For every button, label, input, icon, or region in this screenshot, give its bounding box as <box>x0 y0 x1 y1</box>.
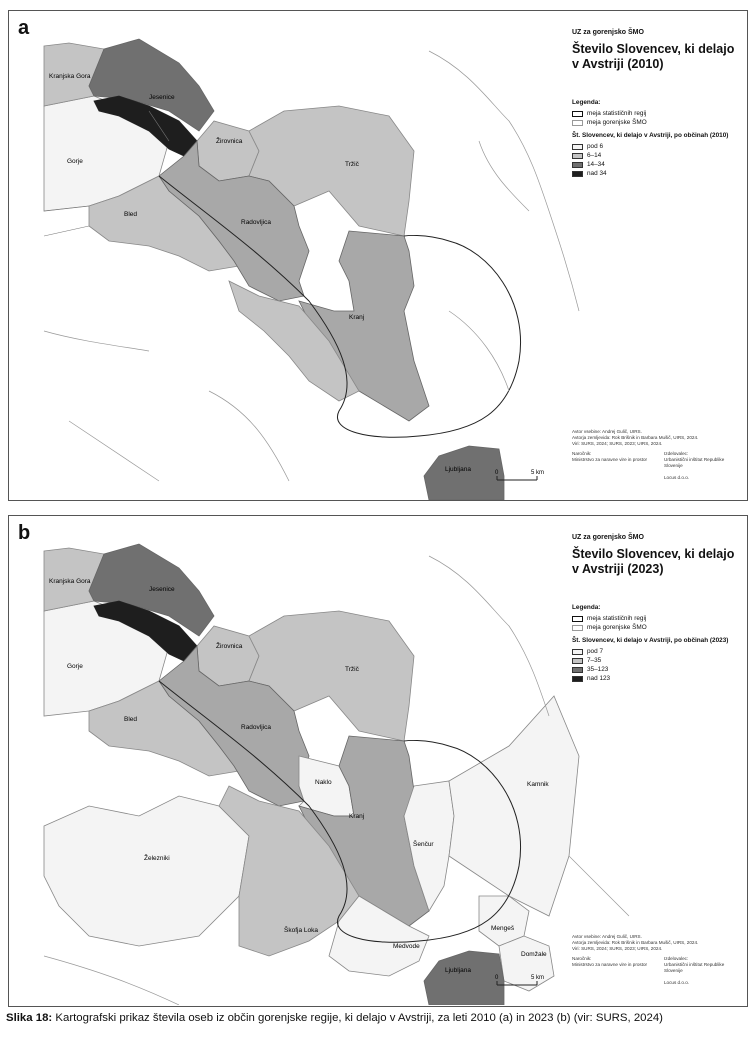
legend-swatch <box>572 667 583 673</box>
region-ljubljana <box>424 951 504 1005</box>
credits <box>572 934 742 952</box>
legend-row-class-1 <box>572 142 742 151</box>
legend-swatch <box>572 171 583 177</box>
region-ljubljana <box>424 446 504 500</box>
label-kranjska-gora: Kranjska Gora <box>49 73 91 80</box>
label-menges: Mengeš <box>491 925 515 932</box>
label-jesenice: Jesenice <box>149 94 175 101</box>
maker-block <box>664 451 744 481</box>
credit-sources: Viri: SURS, 2024; SURS, 2023; UIRS, 2024. <box>572 946 663 951</box>
legend-swatch <box>572 144 583 150</box>
series-label: UZ za gorenjsko ŠMO <box>572 534 644 541</box>
legend-label: meja statističnih regij <box>587 110 647 117</box>
label-jesenice: Jesenice <box>149 586 175 593</box>
figure-caption <box>6 1012 751 1024</box>
legend-label: 7–35 <box>587 657 602 664</box>
legend-swatch <box>572 616 583 622</box>
legend-heading: Legenda: <box>572 604 601 611</box>
label-ljubljana: Ljubljana <box>445 466 472 473</box>
maker-label: Izdelovalec: <box>664 956 689 961</box>
legend-label: 14–34 <box>587 161 605 168</box>
credit-author: Avtor vsebine: Andrej Gulič, UIRS. <box>572 429 642 434</box>
legend <box>572 99 742 178</box>
legend-label: meja statističnih regij <box>587 615 647 622</box>
maker-name: Urbanistični inštitut Republike Slovenije <box>664 457 725 468</box>
label-medvode: Medvode <box>393 943 420 950</box>
maker-label: Izdelovalec: <box>664 451 689 456</box>
legend-swatch <box>572 162 583 168</box>
label-ljubljana: Ljubljana <box>445 967 472 974</box>
legend-label: nad 34 <box>587 170 607 177</box>
region-domzale <box>499 936 554 991</box>
label-radovljica: Radovljica <box>241 724 271 731</box>
legend-swatch <box>572 625 583 631</box>
legend-swatch <box>572 120 583 126</box>
legend-row-stat-region <box>572 614 742 623</box>
scalebar-end: 5 km <box>531 470 545 476</box>
legend-row-class-3 <box>572 665 742 674</box>
maker-name: Urbanistični inštitut Republike Slovenije <box>664 962 725 973</box>
label-zirovnica: Žirovnica <box>216 643 243 650</box>
map-panel-a <box>8 10 748 501</box>
map-title: Število Slovencev, ki delajo v Avstriji (2010) <box>572 42 735 71</box>
label-trzic: Tržič <box>345 161 359 168</box>
label-kranj: Kranj <box>349 314 365 321</box>
map-header <box>572 534 742 577</box>
label-skofja-loka: Škofja Loka <box>284 927 318 934</box>
label-zelezniki: Železniki <box>144 855 170 862</box>
credit-cartography: Avtorja zemljevida: Rok Brišnik in Barbara Mušič, UIRS, 2024. <box>572 435 699 440</box>
credits <box>572 429 742 447</box>
series-label: UZ za gorenjsko ŠMO <box>572 29 644 36</box>
label-bled: Bled <box>124 211 138 218</box>
credit-author: Avtor vsebine: Andrej Gulič, UIRS. <box>572 934 642 939</box>
legend-row-class-2 <box>572 656 742 665</box>
legend-row-smo <box>572 118 742 127</box>
label-gorje: Gorje <box>67 663 83 670</box>
label-kranjska-gora: Kranjska Gora <box>49 578 91 585</box>
legend-row-class-3 <box>572 160 742 169</box>
label-sencur: Šenčur <box>413 841 434 848</box>
legend-class-heading: Št. Slovencev, ki delajo v Avstriji, po občinah (2023) <box>572 637 729 644</box>
legend-class-heading: Št. Slovencev, ki delajo v Avstriji, po občinah (2010) <box>572 132 729 139</box>
legend-label: 6–14 <box>587 152 602 159</box>
credit-sources: Viri: SURS, 2024; SURS, 2023; UIRS, 2024. <box>572 441 663 446</box>
label-domzale: Domžale <box>521 951 547 958</box>
caption-label: Slika 18: <box>6 1012 53 1024</box>
caption-text: Kartografski prikaz števila oseb iz občin gorenjske regije, ki delajo v Avstriji, za leti 2010 (a) in 2023 (b) (vir: SURS, 2024) <box>52 1012 663 1024</box>
legend-label: pod 7 <box>587 648 603 655</box>
map-panel-b <box>8 515 748 1007</box>
legend-label: pod 6 <box>587 143 603 150</box>
legend-label: meja gorenjske ŠMO <box>587 119 647 126</box>
partner-logo-text: Locus d.o.o. <box>664 475 690 480</box>
label-kranj: Kranj <box>349 813 365 820</box>
legend-row-class-2 <box>572 151 742 160</box>
label-naklo: Naklo <box>315 779 332 786</box>
legend-swatch <box>572 658 583 664</box>
legend-heading: Legenda: <box>572 99 601 106</box>
client-name: Ministrstvo za naravne vire in prostor <box>572 457 648 462</box>
legend <box>572 604 742 683</box>
map-a <box>9 11 747 500</box>
client-block <box>572 956 652 968</box>
label-bled: Bled <box>124 716 138 723</box>
client-label: Naročnik: <box>572 451 592 456</box>
map-title: Število Slovencev, ki delajo v Avstriji (2023) <box>572 547 735 576</box>
credit-cartography: Avtorja zemljevida: Rok Brišnik in Barbara Mušič, UIRS, 2024. <box>572 940 699 945</box>
legend-label: 35–123 <box>587 666 609 673</box>
region-kranj <box>299 231 429 421</box>
label-trzic: Tržič <box>345 666 359 673</box>
legend-row-class-4 <box>572 169 742 178</box>
label-radovljica: Radovljica <box>241 219 271 226</box>
maker-block <box>664 956 744 986</box>
client-label: Naročnik: <box>572 956 592 961</box>
legend-label: meja gorenjske ŠMO <box>587 624 647 631</box>
legend-swatch <box>572 676 583 682</box>
region-zelezniki <box>44 796 249 946</box>
legend-row-class-1 <box>572 647 742 656</box>
scalebar-zero: 0 <box>495 470 499 476</box>
label-gorje: Gorje <box>67 158 83 165</box>
legend-swatch <box>572 153 583 159</box>
scalebar-zero: 0 <box>495 975 499 981</box>
legend-label: nad 123 <box>587 675 611 682</box>
legend-swatch <box>572 649 583 655</box>
label-zirovnica: Žirovnica <box>216 138 243 145</box>
legend-row-stat-region <box>572 109 742 118</box>
partner-logo-text: Locus d.o.o. <box>664 980 690 985</box>
legend-row-class-4 <box>572 674 742 683</box>
legend-row-smo <box>572 623 742 632</box>
panel-letter: b <box>18 522 31 544</box>
client-name: Ministrstvo za naravne vire in prostor <box>572 962 648 967</box>
scalebar-end: 5 km <box>531 975 545 981</box>
panel-letter: a <box>18 17 30 39</box>
map-header <box>572 29 742 72</box>
client-block <box>572 451 652 463</box>
map-b <box>9 516 747 1005</box>
label-kamnik: Kamnik <box>527 781 549 788</box>
legend-swatch <box>572 111 583 117</box>
